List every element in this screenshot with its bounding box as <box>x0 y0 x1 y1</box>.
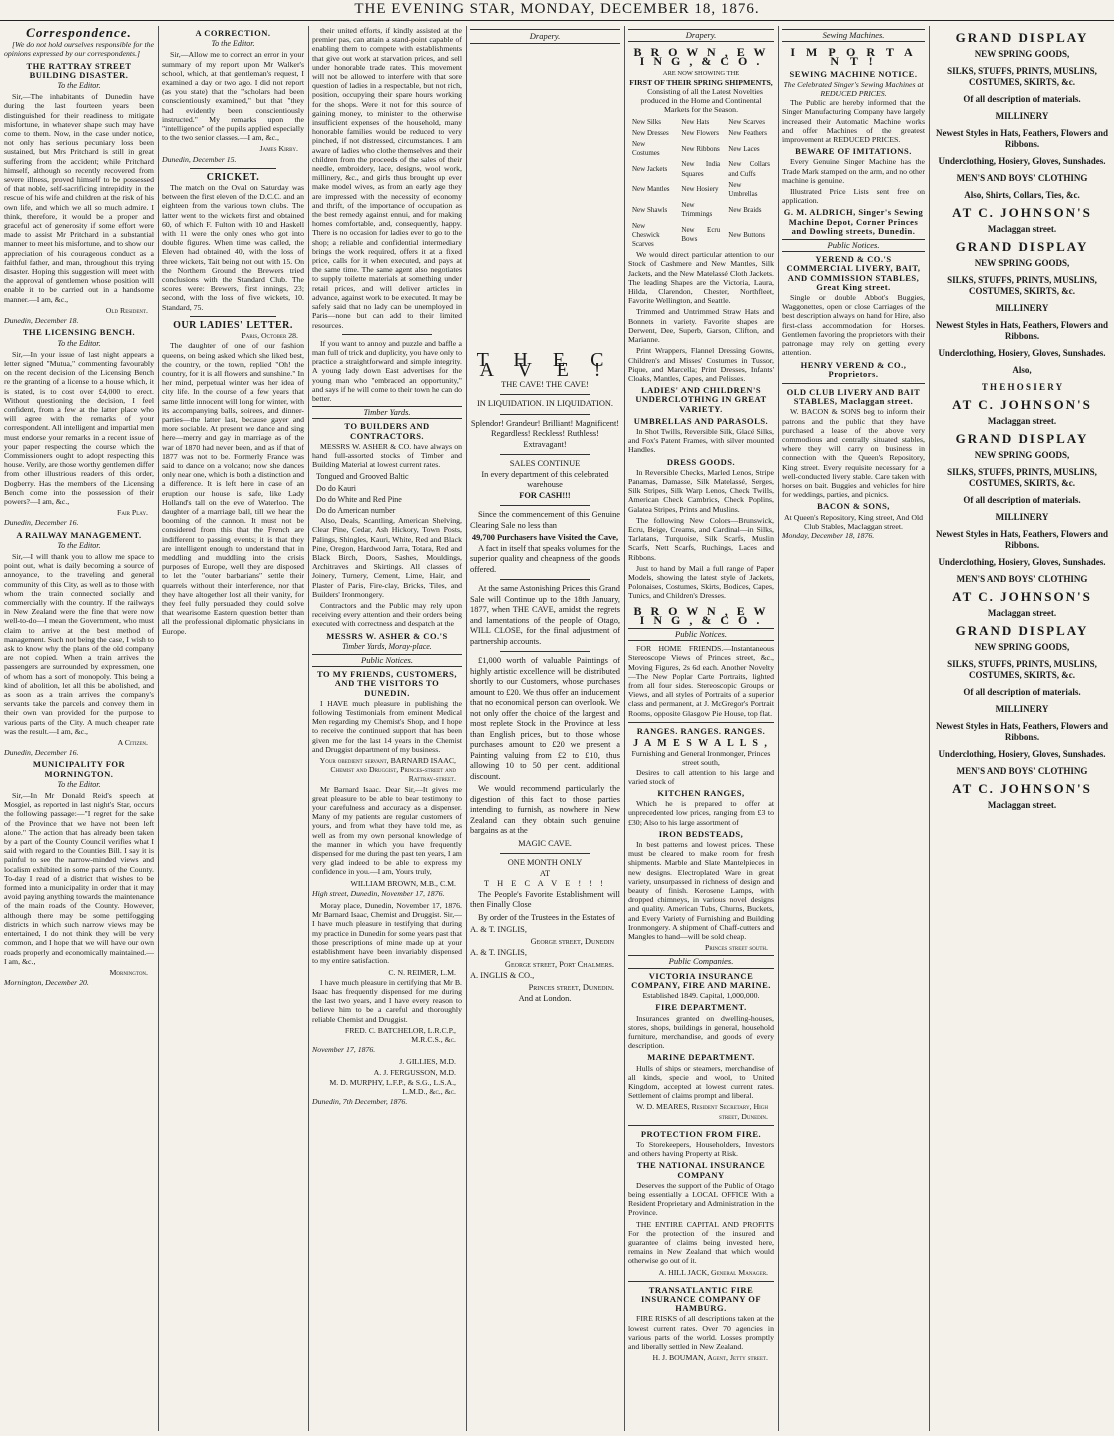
trustee-address: George street, Dunedin <box>530 936 614 946</box>
ad-body: Just to hand by Mail a full range of Paper Models, showing the latest style of Jackets, Polonaises, Costumes, Skirts, Bodices, Capes, Tunics, and Children's Dresses. <box>628 563 774 601</box>
letter-title: A RAILWAY MANAGEMENT. <box>16 529 142 540</box>
table-cell: New Laces <box>728 144 760 153</box>
ad-title: OLD CLUB LIVERY AND BAIT STABLES, Maclaggan street. <box>786 386 921 407</box>
ad-signature: A. HILL JACK, General Manager. <box>658 1267 768 1277</box>
display-line: MEN'S AND BOYS' CLOTHING <box>956 574 1088 584</box>
ad-body: MESSRS W. ASHER & CO. have always on hand full-assorted stocks of Timber and Building Material at lowest current rates. <box>312 441 462 470</box>
letter-body: Sir,—The inhabitants of Dunedin have during the last fourteen years been distinguished for their readiness to mitigate misfortune, in whatever shape such may have come to them. Now, in the case under notice, not only has serious pecuniary loss been sustained, but Mrs Pritchard is still in great suffering from the accident; while Pritchard himself, although so recently recovered from severe illness, proved himself to be possessed of that noble, self-sacrificing intrepidity in the rescue of his wife and children at the risk of his own life, and which we all so much admire. I think, therefore, it would be a proper and graceful act of generosity if some effort were made to assist Mr Pritchard in a substantial manner to meet his misfortune, and to show our appreciation of his courageous conduct as a faithful father, and man, throughout this trying disaster. Hoping this suggestion will meet with the approval of gentlemen whose position will enable it to be carried out in a handsome manner.—I am, &c., <box>4 92 154 304</box>
column-correspondence <box>4 26 154 1426</box>
trustee-address: Princes street, Dunedin. <box>528 982 614 992</box>
table-row <box>628 128 774 139</box>
category-header: Timber Yards. <box>312 406 462 419</box>
ad-body: Desires to call attention to his large and varied stock of <box>628 767 774 786</box>
divider <box>500 414 590 415</box>
divider <box>500 579 590 580</box>
ad-date: Monday, December 18, 1876. <box>782 530 875 540</box>
ad-body: At the same Astonishing Prices this Grand Sale will Continue up to the 18th January, 1877, when THE CAVE, amidst the regrets and lamentations of the people of Otago, WILL CLOSE, for the final adjustment of partnership accounts. <box>470 584 620 646</box>
divider <box>190 168 275 169</box>
column-mixed <box>312 26 462 1426</box>
letter-date: Dunedin, December 15. <box>162 154 237 164</box>
article-body: Sir,—Allow me to correct an error in your summary of my report upon Mr Walker's school, which, at that gentleman's request, I examined a day or two ago. I did not report (as you state) that the "scholars had been conscientiously examined," but that "they had evidently been conscientiously instructed." My remarks upon the "intelligence" of the pupils applied especially to the two senior classes.—I am, &c., <box>162 50 304 143</box>
divider <box>190 316 275 317</box>
ad-title: T H E C A V E ! <box>476 348 614 381</box>
display-line: NEW SPRING GOODS, <box>974 450 1070 460</box>
ad-headline: KITCHEN RANGES, <box>657 788 745 799</box>
ad-body: In Shot Twills, Reversible Silk, Glacé Silks, and Fox's Patent Frames, with silver mounted Handles. <box>628 426 774 455</box>
display-line: Underclothing, Hosiery, Gloves, Sunshades. <box>938 557 1106 567</box>
ad-body: Print Wrappers, Flannel Dressing Gowns, Children's and Misses' Costumes in Tussor, Pique, and Marcella; Print Dresses, Infants' Cloaks, Mantles, Capes, and Pelisses. <box>628 346 774 383</box>
table-cell: New Buttons <box>728 230 766 239</box>
display-line: Maclaggan street. <box>987 608 1057 618</box>
divider <box>500 651 590 652</box>
display-line: AT C. JOHNSON'S <box>952 205 1092 220</box>
display-line: GRAND DISPLAY <box>955 431 1089 446</box>
divider <box>500 853 590 854</box>
ad-body: Every Genuine Singer Machine has the Trade Mark stamped on the arm, and no other machine is genuine. <box>782 157 925 185</box>
letter-signature: James Kirby. <box>259 144 298 154</box>
display-line: NEW SPRING GOODS, <box>974 642 1070 652</box>
divider <box>500 505 590 506</box>
letter-signature: Fair Play. <box>117 508 148 518</box>
article-body: If you want to annoy and puzzle and baffle a man full of trick and duplicity, you have only to practice a straightforward and simple integrity. A young lady down East advertises for the young man who "embraced an opportunity," and says if he will come to their town he can do better. <box>312 338 462 403</box>
ad-body: In Reversible Checks, Marled Lenos, Stripe Panamas, Damasse, Silk Matelassé, Serges, Silk Stripes, Silk Warp Lenos, Check Twills, American Check Cambrics, Check Poplins, Galatea Stripes, Prints and Muslins. <box>628 467 774 514</box>
list-item-label: Do do Kauri <box>316 483 356 493</box>
ad-signature: Your obedient servant, BARNARD ISAAC, Chemist and Druggist, Princes-street and Rattray-street. <box>319 756 456 784</box>
letter-salutation: To the Editor. <box>57 81 101 91</box>
table-cell: New Hats <box>681 117 710 126</box>
ad-body: The Public are hereby informed that the Singer Manufacturing Company have largely increased their Automatic Machine works and offer Machines of the greatest improvement at REDUCED PRICES. <box>782 98 925 145</box>
divider <box>628 1125 774 1126</box>
display-line: SILKS, STUFFS, PRINTS, MUSLINS, COSTUMES, SKIRTS, &c. <box>947 275 1097 296</box>
spacer <box>470 47 620 347</box>
table-cell: New Ecru Bows <box>681 226 721 244</box>
ad-subtitle: Furnishing and General Ironmonger, Princes street south, <box>631 749 771 768</box>
table-row <box>628 117 774 128</box>
table-cell: New Shawls <box>632 205 668 214</box>
ad-headline: Splendor! Grandeur! Brilliant! Magnificent! <box>470 418 620 428</box>
table-cell: New Jackets <box>632 165 668 174</box>
display-line: MILLINERY <box>995 704 1049 714</box>
ad-body: The following New Colors—Brunswick, Ecru, Beige, Creams, and Cardinal—in Silks, Tarlatans, Turquoise, Silk Scarfs, Muslin Scarfs, Nett Scarfs, Ruchings, Laces and Ribbons. <box>628 515 774 562</box>
column-rule <box>466 26 467 1431</box>
letter-date: Dunedin, December 18. <box>4 316 79 326</box>
table-cell: New Ribbons <box>681 144 720 153</box>
ad-headline: RANGES. RANGES. RANGES. <box>636 725 766 736</box>
column-rule <box>624 26 625 1431</box>
display-line: Maclaggan street. <box>987 800 1057 810</box>
ad-headline: ONE MONTH ONLY <box>507 858 583 867</box>
ad-subtitle: The Celebrated Singer's Sewing Machines at REDUCED PRICES. <box>783 79 924 99</box>
trustee-item <box>470 925 620 947</box>
display-line: Of all description of materials. <box>963 94 1081 104</box>
ad-signature: H. J. BOUMAN, Agent, Jetty street. <box>652 1353 768 1363</box>
article-title: OUR LADIES' LETTER. <box>173 319 293 331</box>
table-cell: New Silks <box>632 117 661 126</box>
trustee-item <box>470 971 620 993</box>
display-line: Underclothing, Hosiery, Gloves, Sunshades. <box>938 156 1106 166</box>
article-title: A CORRECTION. <box>195 28 271 38</box>
ad-address: At Queen's Repository, King street, And Old Club Stables, Maclaggan street. <box>783 512 924 531</box>
ad-headline: FOR CASH!!! <box>519 490 571 500</box>
ad-title: I M P O R T A N T ! <box>790 45 917 69</box>
ad-headline: 49,700 Purchasers have Visited the Cave, <box>471 533 619 542</box>
table-cell: New Braids <box>728 205 762 214</box>
display-line: NEW SPRING GOODS, <box>974 49 1070 59</box>
ad-headline: IRON BEDSTEADS, <box>658 828 744 839</box>
letter-date: Mornington, December 20. <box>4 978 89 988</box>
table-cell: New Scarves <box>728 117 766 126</box>
article-dateline: Paris, October 28. <box>241 331 298 341</box>
section-title: Correspondence. <box>26 26 132 40</box>
column-rule <box>308 26 309 1431</box>
category-header: Public Notices. <box>628 628 774 641</box>
table-cell: New India Squares <box>681 160 721 178</box>
column-sewing-livery <box>782 26 925 1426</box>
ad-signature: B R O W N , E W I N G , & C O . <box>633 603 769 627</box>
ad-body: I HAVE much pleasure in publishing the following Testimonials from eminent Medical Men regarding my Chemist's Shop, and I hope to receive the continued support that has been given me for the last 14 years in the Chemist and Druggist department of my business. <box>312 698 462 754</box>
ad-title: J A M E S W A L L S , <box>633 738 769 750</box>
table-cell: New Feathers <box>728 128 767 137</box>
letter-salutation: To the Editor. <box>57 338 101 348</box>
table-cell: New Trimmings <box>681 201 713 219</box>
letter-title: MUNICIPALITY FOR MORNINGTON. <box>32 759 126 779</box>
ad-subtitle: ARE NOW SHOWING THE <box>662 69 740 77</box>
ad-body: Illustrated Price Lists sent free on application. <box>782 187 925 206</box>
testimonial-date: High street, Dunedin, November 17, 1876. <box>312 888 445 898</box>
table-row <box>628 200 774 220</box>
ad-signature: G. M. ALDRICH, Singer's Sewing Machine Depot, Corner Princes and Dowling streets, Dunedin. <box>783 207 924 236</box>
list-item <box>312 483 462 494</box>
display-line: Newest Styles in Hats, Feathers, Flowers and Ribbons. <box>936 529 1108 550</box>
divider <box>628 1281 774 1282</box>
masthead: THE EVENING STAR, MONDAY, DECEMBER 18, 1876. <box>0 0 1114 21</box>
trustee-name: A. INGLIS & CO., <box>470 971 535 980</box>
ad-body: Hulls of ships or steamers, merchandise of all kinds, specie and wool, to United Kingdom, accepted at lowest current rates. Settlement of claims prompt and liberal. <box>628 1063 774 1101</box>
display-line: Also, Shirts, Collars, Ties, &c. <box>964 190 1080 200</box>
table-cell: New Cheswick Scarves <box>632 221 660 249</box>
display-line: GRAND DISPLAY <box>955 30 1089 45</box>
table-row <box>628 221 774 251</box>
display-line: AT C. JOHNSON'S <box>952 397 1092 412</box>
letter-signature: Mornington. <box>109 967 148 977</box>
ad-headline: BEWARE OF IMITATIONS. <box>795 146 912 157</box>
category-header: Sewing Machines. <box>782 29 925 42</box>
letter-salutation: To the Editor. <box>211 39 255 49</box>
column-rule <box>929 26 930 1431</box>
list-item-label: Tongued and Grooved Baltic <box>316 472 409 482</box>
ad-signature: W. D. MEARES, Resident Secretary, High street, Dunedin. <box>635 1102 768 1121</box>
testimonial-date: Dunedin, 7th December, 1876. <box>312 1097 408 1107</box>
display-line: T H E H O S I E R Y <box>981 382 1063 392</box>
display-line: SILKS, STUFFS, PRINTS, MUSLINS, COSTUMES, SKIRTS, &c. <box>947 467 1097 488</box>
article-body: The daughter of one of our fashion queens, on being asked which she liked best, the country, or the town, replied "Oh! the country, for it is all flowers and sunshine." In her mind, perpetual winter was her idea of city life. In the course of a few years that same little innocent will long for winter, with its accompanying balls, soirees, and dinner-parties—the latter last, because gayer and more sociable. At present we dance and sing here—merry and gay in marriage as of the war of 1870 had never been, and as if that of 1877 was not to be. Formerly France was said to dance on a volcano; now she dances only near one, which is both a distinction and a difference. It is left here in case of an eruption our house is safe, like Lady Holland's tall on the eve of Waterloo. The daughter of a marriage ball, till we hear the booming of the cannon. It must not be considered from this that the French are indifferent to passing events; it is that they are intelligent enough to understand that in meddling and muddling into the crisis purposes of Europe, well they are disposed to let the "outer barbarians" settle their quarrels without their interference, nor that they have altogether lost all their vanity, for they feel fully persuaded they could solve that wearisome Eastern question better than all the professional diplomatic physicians in Europe. <box>162 341 304 636</box>
ad-body: £1,000 worth of valuable Paintings of highly artistic excellence will be distributed shortly to our Customers, whose purchases amount to £20. We thus offer an inducement that no economical person can overlook. We not only offer the choice of the largest and most replete Stock in the Province at less than English prices, but to those whose purchases amount to £20 we present a Painting valuing from £2 to £10, thus allowing 10 to 50 per cent. additional discount. <box>470 656 620 781</box>
category-header: Drapery. <box>470 29 620 44</box>
display-line: Maclaggan street. <box>987 224 1057 234</box>
list-item-label: Do do American number <box>316 505 396 515</box>
list-item <box>312 471 462 482</box>
testimonial: Mr Barnard Isaac. Dear Sir,—It gives me great pleasure to be able to bear testimony to your carefulness and accuracy as a dispenser. Many of my patients are regular customers of yours, and from what they have told me, as well as from my own personal knowledge of the manner in which you have frequently dispensed for me during the past ten years, I am very glad indeed to be able to express my confidence in you.—I am, Yours truly, <box>312 784 462 877</box>
ad-title: VICTORIA INSURANCE COMPANY, FIRE AND MARINE. <box>631 970 771 990</box>
ad-headline: Regardless! Reckless! Ruthless! Extravagant! <box>491 429 599 449</box>
ad-headline: FIRST OF THEIR SPRING SHIPMENTS, <box>629 77 773 87</box>
display-line: MEN'S AND BOYS' CLOTHING <box>956 766 1088 776</box>
display-line: Underclothing, Hosiery, Gloves, Sunshades. <box>938 749 1106 759</box>
letter-body: Sir,—I will thank you to allow me space to point out, what is daily becoming a source of annoyance, to the traveling and general community of this City, as well as to those with whom the train connected socially and commercially with the country. If the railways in New Zealand were the fine that were now well-to-do—I mean the Government, who must claim to arrive at the best method of management. Such not being the case, I wish to ask to know why the plans of the old company are not copied. When a train arrives the passengers are surrounded by expressmen, one of whom has a sort of monopoly. This being a kind of abolition, let all this be abolished, and as soon as a train arrives the company's servants take the parcels and convey them in their own van provided for the purpose to various parts of the City. A much cheaper rate was the result.—I am, &c., <box>4 551 154 736</box>
ad-headline: SEWING MACHINE NOTICE. <box>789 68 918 79</box>
testimonial-signature: FRED. C. BATCHELOR, L.R.C.P., M.R.C.S., &c. <box>344 1025 456 1044</box>
ad-body: Since the commencement of this Genuine Clearing Sale no less than <box>470 510 620 530</box>
ad-title: B R O W N , E W I N G , & C O . <box>633 45 769 69</box>
display-line: Of all description of materials. <box>963 495 1081 505</box>
category-header: Drapery. <box>628 29 774 42</box>
table-row <box>628 139 774 159</box>
disclaimer: [We do not hold ourselves responsible for the opinions expressed by our correspondents.] <box>4 40 154 59</box>
display-line: SILKS, STUFFS, PRINTS, MUSLINS, COSTUMES, SKIRTS, &c. <box>947 66 1097 87</box>
ad-body: Which he is prepared to offer at unprecedented low prices, ranging from £3 to £30; Also to his large assortment of <box>628 799 774 827</box>
ad-body: We would recommend particularly the digestion of this fact to those parties intending to furnish, as nowhere in New Zealand can they obtain such genuine bargains as at the <box>470 784 620 835</box>
column-news <box>162 26 304 1426</box>
ad-body: Trimmed and Untrimmed Straw Hats and Bonnets in variety. Favorite shapes are Derwent, Dee, Superb, Garson, Clifton, and Marianne. <box>628 307 774 345</box>
table-cell: New Mantles <box>632 185 670 194</box>
ad-headline: T H E C A V E ! ! ! <box>484 879 606 888</box>
divider <box>500 394 590 395</box>
ad-signature: MESSRS W. ASHER & CO.'S <box>326 630 448 641</box>
display-line: Of all description of materials. <box>963 687 1081 697</box>
testimonial-date: November 17, 1876. <box>312 1045 376 1055</box>
ad-body: FIRE RISKS of all descriptions taken at the lowest current rates. Over 70 agencies in various parts of the world. Losses promptly and liberally settled in New Zealand. <box>628 1314 774 1351</box>
ad-headline: AT <box>539 868 551 878</box>
letter-title: THE RATTRAY STREET BUILDING DISASTER. <box>26 60 132 80</box>
ad-subtitle: THE CAVE! THE CAVE! <box>501 379 589 389</box>
ad-body: To Storekeepers, Householders, Investors and others having Property at Risk. <box>628 1139 774 1159</box>
ad-headline: MARINE DEPARTMENT. <box>647 1052 755 1063</box>
trustee-item <box>470 948 620 970</box>
ad-body: The People's Favorite Establishment will then Finally Close <box>470 889 620 909</box>
ad-title: TO MY FRIENDS, CUSTOMERS, AND THE VISITORS TO DUNEDIN. <box>316 669 458 698</box>
display-line: NEW SPRING GOODS, <box>974 258 1070 268</box>
ad-address: Princes street south. <box>705 943 768 953</box>
column-rule <box>158 26 159 1431</box>
ad-body: A fact in itself that speaks volumes for the superior quality and cheapness of the goods offered. <box>470 543 620 574</box>
testimonial-signature: C. N. REIMER, L.M. <box>388 967 456 977</box>
table-cell: New Hosiery <box>681 185 719 194</box>
display-line: AT C. JOHNSON'S <box>952 589 1092 604</box>
article-body: The match on the Oval on Saturday was between the first eleven of the D.C.C. and an eighteen from the various town clubs. The latter went to the wickets first and obtained 60, of which F. Fulton with 10 and Haskell with 11 were the only ones who got into double figures. When time was called, the Eleven had obtained 40, with the loss of three wickets, Tait being not out with 15. On the Northern Ground the Brewers tried conclusions with the Standard Club. The scores were: Brewers, first innings, 23; second, with the loss of five wickets, 10. Standard, 75. <box>162 183 304 312</box>
ad-body: Insurances granted on dwelling-houses, stores, shops, buildings in general, household furniture, merchandise, and goods of every description. <box>628 1013 774 1051</box>
ad-body: By order of the Trustees in the Estates of <box>478 912 615 922</box>
table-cell: New Dresses <box>632 128 669 137</box>
ad-title: TRANSATLANTIC FIRE INSURANCE COMPANY OF HAMBURG. <box>640 1284 762 1314</box>
column-rule <box>778 26 779 1431</box>
ad-title: PROTECTION FROM FIRE. <box>640 1128 762 1139</box>
ad-body: THE ENTIRE CAPITAL AND PROFITS For the protection of the insured and guarantee of claims being invested here, remains in New Zealand that which would otherwise go out of it. <box>628 1219 774 1266</box>
testimonial-signature: M. D. MURPHY, L.F.P., & S.G., L.S.A., L.M.D., &c., &c. <box>329 1077 456 1096</box>
ad-subtitle: Established 1849. Capital, 1,000,000. <box>642 991 760 1001</box>
table-cell: New Flowers <box>681 128 719 137</box>
letter-salutation: To the Editor. <box>57 779 101 789</box>
ad-signature: BACON & SONS, <box>817 501 890 512</box>
ad-body: FOR HOME FRIENDS.—Instantaneous Stereoscope Views of Princes street, &c., Moving Figures, 2s 6d each. Another Novelty—The New Poplar Carte Portraits, lighted from all four sides. Stereoscopic Groups or Views, and all styles of Portraits of a superior class and permanent, at J. McGregor's Portrait Rooms, opposite Glasgow Pie House, top flat. <box>628 644 774 718</box>
divider <box>500 454 590 455</box>
article-title: CRICKET. <box>206 171 260 183</box>
table-row <box>628 159 774 179</box>
letter-date: Dunedin, December 16. <box>4 518 79 528</box>
trustee-name: A. & T. INGLIS, <box>470 925 527 934</box>
display-line: Newest Styles in Hats, Feathers, Flowers and Ribbons. <box>936 721 1108 742</box>
ad-body: W. BACON & SONS beg to inform their patrons and the public that they have purchased a lease of the above very commodious and centrally situated stables, where they will carry on business in connection with the Queen's Repository, King street. Every requisite necessary for a well-conducted livery stable. Care taken with horses on bait. Buggies and vehicles for hire for weddings, parties, and picnics. <box>782 407 925 500</box>
display-line: AT C. JOHNSON'S <box>952 781 1092 796</box>
ad-title: YEREND & CO.'S COMMERCIAL LIVERY, BAIT, AND COMMISSION STABLES, Great King street. <box>786 254 921 292</box>
list-item <box>312 494 462 505</box>
table-cell: New Collars and Cuffs <box>728 160 770 178</box>
category-header: Public Notices. <box>312 654 462 667</box>
display-line: Newest Styles in Hats, Feathers, Flowers and Ribbons. <box>936 320 1108 341</box>
display-line: MILLINERY <box>995 512 1049 522</box>
display-line: MILLINERY <box>995 303 1049 313</box>
trustee-address: George street, Port Chalmers. <box>504 959 614 969</box>
testimonial-signature: WILLIAM BROWN, M.B., C.M. <box>350 878 456 888</box>
display-line: MEN'S AND BOYS' CLOTHING <box>956 173 1088 183</box>
letter-body: Sir,—In your issue of last night appears a letter signed "Mutua," commenting favourably on the recent decision of the Licensing Bench re the granting of a license to a house which, it is stated, is to cost over £4,000 to erect. Without questioning the decision, I feel confident, from a few at the latter place who will agree with the remarks of your correspondent. All intelligent and impartial men must endorse your remarks in a recent issue of your paper respecting the course which the Commissioners ought to adopt respecting this house. Verily, are those worthy gentlemen differ from other illustrious readers of this order, Dogberry. Has the members of the Licensing Bench come into the possession of their powers?—I am, &c., <box>4 349 154 506</box>
display-line: MILLINERY <box>995 111 1049 121</box>
column-johnson-display <box>933 26 1111 1426</box>
goods-table <box>628 117 774 251</box>
divider <box>342 334 432 335</box>
ad-headline: FIRE DEPARTMENT. <box>655 1002 747 1013</box>
trustee-list <box>470 925 620 993</box>
table-row <box>628 180 774 200</box>
display-line: Newest Styles in Hats, Feathers, Flowers and Ribbons. <box>936 128 1108 149</box>
ad-body: In every department of this celebrated warehouse <box>481 469 609 489</box>
column-the-cave <box>470 26 620 1426</box>
table-cell: New Umbrellas <box>728 180 758 199</box>
testimonial: Moray place, Dunedin, November 17, 1876. Mr Barnard Isaac, Chemist and Druggist. Sir,—I have much pleasure in testifying that during my practice in Dunedin for some years past that those prescriptions of mine made up at your establishment have been invariably dispensed to my entire satisfaction. <box>312 901 462 966</box>
list-item <box>312 505 462 516</box>
letter-title: THE LICENSING BENCH. <box>22 327 136 338</box>
letter-signature: Old Resident. <box>105 305 148 315</box>
category-header: Public Notices. <box>782 239 925 252</box>
divider <box>782 383 925 384</box>
ad-signature: HENRY VEREND & CO., Proprietors. <box>800 359 907 379</box>
letter-body: Sir,—In Mr Donald Reid's speech at Mosgiel, as reported in last night's Star, occurs the following passage:—"I regret for the sake of the Province that we have not been left alone." The action that has already been taken by a part of the County Council verifies what I said with regard to the Counties Bill. I say it is painful to see the narrow-minded views and localism exhibited in some parts of the County. To-day I read of a district that wishes to be formed into a municipality in order that it may avoid paying anything towards the maintenance of the main roads of the County. However, although there may be some pettifogging districts in which such narrow views may be entertained, I do not think they will be very common, and I hope that we will have our own roads properly and economically maintained.—I am, &c., <box>4 791 154 966</box>
article-body: their united efforts, if kindly assisted at the premier pas, can attain a stand-point capable of enabling them to compete with establishments that give out work at starvation prices, and sell under honorable trade rates. This movement will not be allowed to interfere with that sore question of ladies in a respectable, but not rich, position, occupying their spare hours working for the shops. Were it not for this source of gaining money, to minister to the otherwise insufficient expenses of the household, many honorable families would be reduced to very pinched, if not distressed, circumstances. I am aware of ladies who clothe themselves and their children from the proceeds of the sales of their needle, embroidery, lace, designs, wool work, millinery, &c., and girls thus brought up ever make model wives, as from an early age they are impressed with the necessity of economy and thrift, of the importance of occupation as the best remedy against ennui, and for making homes comfortable, and, consequently, happy. There is no occasion for ladies ever to go to the shop; a reliable and confidential intermediary brings the work required, offers it at a fixed price, calls for it when executed, and pays at the same time. The same agent also negotiates to supply toilette materials at something under retail prices, and will deliver articles in advance, against work to be executed. It may be safely said that no lady can be unemployed in Paris—none but can add to their limited resources. <box>312 26 462 330</box>
display-line: GRAND DISPLAY <box>955 239 1089 254</box>
ad-body: Single or double Abbot's Buggies, Waggonettes, open or close Carriages of the best description always on hand for Hire, also first-class accommodation for Horses. Gentlemen favoring the proprietors with their patronage may rely on getting every attention. <box>782 293 925 358</box>
letter-date: Dunedin, December 16. <box>4 748 79 758</box>
ad-headline: DRESS GOODS. <box>666 456 736 467</box>
letter-salutation: To the Editor. <box>57 540 101 550</box>
ad-body: Consisting of all the Latest Novelties produced in the Home and Continental Markets for the Season. <box>640 87 763 115</box>
timber-list <box>312 471 462 516</box>
divider <box>628 722 774 723</box>
letter-signature: A Citizen. <box>117 738 148 748</box>
trustee-name: A. & T. INGLIS, <box>470 948 527 957</box>
display-line: Also, <box>1012 365 1032 375</box>
ad-headline: MAGIC CAVE. <box>518 838 572 848</box>
testimonial-signature: A. J. FERGUSSON, M.D. <box>373 1067 456 1077</box>
testimonial: I have much pleasure in certifying that Mr B. Isaac has frequently dispensed for me during the last two years, and I have every reason to believe him to be a careful and thoroughly reliable Chemist and Druggist. <box>312 977 462 1024</box>
ad-body: In best patterns and lowest prices. These must be cleared to make room for fresh shipments. Marble and Slate Mantelpieces in new designs. Electroplated Ware in great variety, unsurpassed in richness of design and beauty of finish. Kerosene Lamps, with dropped chimneys, in various novel designs and quality. American Tubs, Churns, Buckets, and Every Variety of Furnishing and Building Ironmongery. A shipment of Chaff-cutters and Mangles to hand—will be sold cheap. <box>628 840 774 942</box>
category-header: Public Companies. <box>628 955 774 968</box>
ad-body: Deserves the support of the Public of Otago being essentially a LOCAL OFFICE With a Resident Proprietary and Administration in the Province. <box>628 1180 774 1218</box>
ad-body: Also, Deals, Scantling, American Shelving, Clear Pine, Cedar, Ash Hickory, Town Posts, Palings, Shingles, Kauri, White, Red and Black Pine, Oregon, Hardwood Jarra, Totara, Red and Black Birch, Doors, Sashes, Mouldings, Architraves and Skirtings. All classes of Joinery, Turnery, Cement, Lime, Hair, and Plaster of Paris, Fire-clay, Bricks, Tiles, and Builders' Ironmongery. <box>312 516 462 599</box>
display-line: Maclaggan street. <box>987 416 1057 426</box>
display-line: SILKS, STUFFS, PRINTS, MUSLINS, COSTUMES, SKIRTS, &c. <box>947 659 1097 680</box>
list-item-label: Do do White and Red Pine <box>316 494 402 504</box>
ad-headline: IN LIQUIDATION. IN LIQUIDATION. <box>476 399 614 408</box>
display-line: GRAND DISPLAY <box>955 623 1089 638</box>
testimonial-signature: J. GILLIES, M.D. <box>399 1057 456 1067</box>
ad-title: THE NATIONAL INSURANCE COMPANY <box>636 1160 766 1180</box>
ad-body: Contractors and the Public may rely upon receiving every attention and their orders being executed with correctness and despatch at the <box>312 600 462 629</box>
ad-headline: LADIES' AND CHILDREN'S UNDERCLOTHING IN GREAT VARIETY. <box>635 385 767 414</box>
ad-address: Timber Yards, Moray-place. <box>342 641 432 651</box>
column-brown-ewing <box>628 26 774 1426</box>
ad-headline: UMBRELLAS AND PARASOLS. <box>633 415 769 426</box>
ad-body: We would direct particular attention to our Stock of Cashmere and New Mantles, Silk Jackets, and the New Matelassé Cloth Jackets. The leading Shapes are the Victoria, Laura, Hilda, Clarendon, Chester, Northfleet, Favorite Wellington, and Seattle. <box>628 250 774 306</box>
table-cell: New Costumes <box>632 140 660 158</box>
ad-footer: And at London. <box>518 994 572 1003</box>
ad-headline: SALES CONTINUE <box>509 459 581 468</box>
ad-title: TO BUILDERS AND CONTRACTORS. <box>344 421 430 441</box>
display-line: Underclothing, Hosiery, Gloves, Sunshades. <box>938 348 1106 358</box>
